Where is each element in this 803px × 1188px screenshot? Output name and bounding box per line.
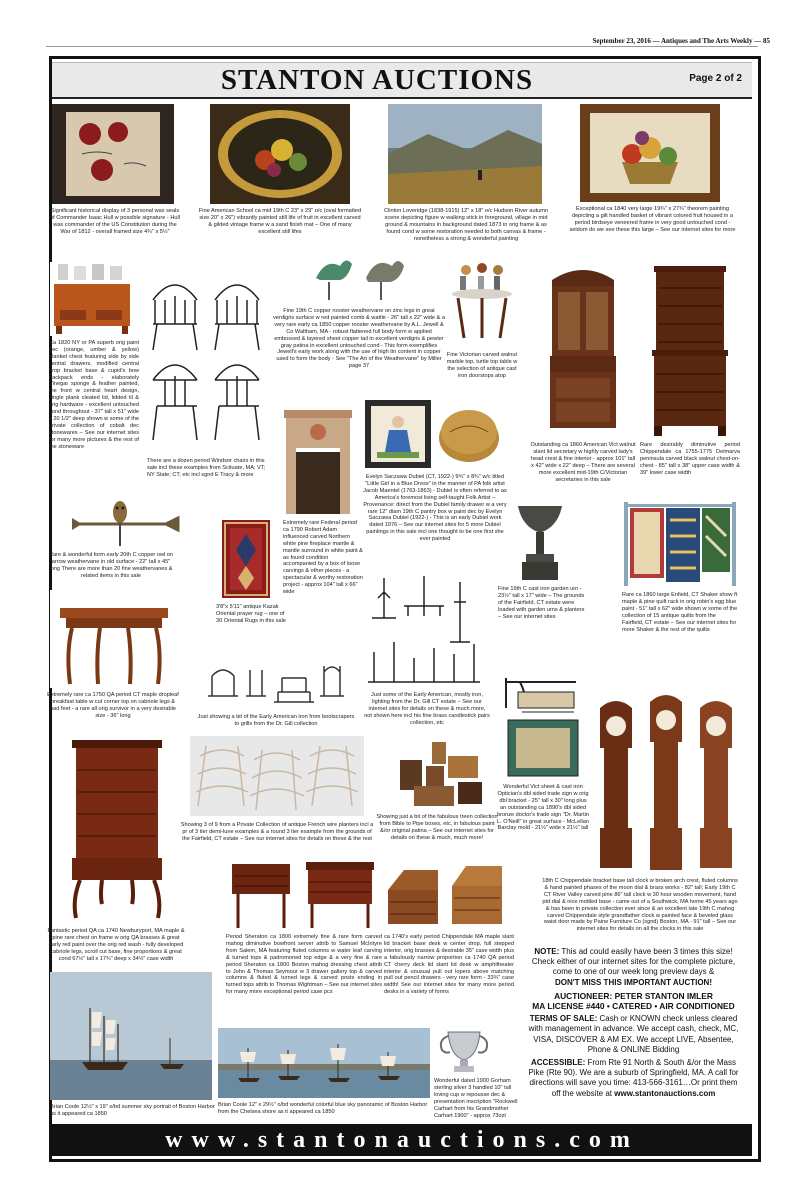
title-bar xyxy=(52,62,752,99)
caption-gorham: Wonderful dated 1900 Gorham sterling silver 3 handled 10" tall loving cup w repousse dec & presentation inscription "Rockwell Carhart from his Grandmother Carhart 1900" - approx 73ozt xyxy=(434,1078,518,1119)
caption-plant-stands: Showing 3 of 9 from a Private Collection of antique French wire planters incl a pr of 3 tier demi-lune examples & a round 3 tier example from the grounds of the Fairfield, CT estate – See our internet sites for details on these & the rest xyxy=(180,822,374,842)
license-text: MA LICENSE #440 • CATERED • AIR CONDITIONED xyxy=(532,1001,735,1012)
auctioneer-text: AUCTIONEER: PETER STANTON IMLER xyxy=(554,990,713,1001)
caption-dropleaf: Extremely rare ca 1750 QA period CT maple dropleaf breakfast table w cut corner top on cabriole legs & pad feet - a rare all orig survivor in a very desirable size - 36" long xyxy=(47,692,179,719)
caption-coole-1: Brian Coole 12½" x 19" o/bd summer sky portrait of Boston Harbor as it appeared ca 1850 xyxy=(50,1104,215,1117)
footer-website-banner[interactable]: www.stantonauctions.com xyxy=(52,1124,752,1156)
rooster-weathervanes-photo xyxy=(306,248,412,302)
slant-desks-photo xyxy=(384,860,508,930)
kazak-rug-photo xyxy=(222,520,270,598)
caption-treen: Showing just a bit of the fabulous treen collection from Bible to Pipe boxes, etc, in fabulous paint &/or original patina – See our internet sites for details on these & much, much more! xyxy=(376,814,498,841)
quilt-rack-photo xyxy=(620,500,740,586)
caption-kazak: 3'8"x 5'11" antique Kazak Oriental prayer rug – one of 30 Oriental Rugs in this sale xyxy=(216,604,286,624)
victorian-table-photo xyxy=(448,262,516,348)
caption-theorem: Exceptional ca 1840 very large 19¾" x 27¾" theorem painting depicting a gilt handled basket of vibrant colored fruit housed in a period birdseye veneered frame in very good untouched cond - seldom do we see these this large – See our internet sites for more xyxy=(569,206,736,233)
caption-quilt: Rare ca 1860 large Enfield, CT Shaker show ft maple & pine quilt rack in orig robin's egg blue paint - 51" tall x 62" wide shown w some of the collection of 15 antique quilts from the Fairfield, CT estate – See our internet sites for more Shaker & the rest of the quilts xyxy=(622,592,738,633)
secretary-photo xyxy=(542,262,624,436)
windsor-chairs-photo xyxy=(145,260,269,450)
caption-wax-seals: Significant historical display of 3 personal wax seals of Commander Isaac Hull w possible signature - Hull was commander of the US Constitution during the War of 1812 - overall framed size 4¾" x 5½" xyxy=(50,208,180,235)
caption-coole-2: Brian Coole 12" x 29½" o/bd wonderful colorful blue sky panoramic of Boston Harbor from the Chelsea shore as it appeared ca 1850 xyxy=(218,1102,428,1115)
coole-harbor-panorama-photo xyxy=(218,1028,430,1098)
caption-optician: Wonderful Vict sheet & cast iron Optician's dbl sided trade sign w orig dbl bracket - 25" tall x 30" long plus an outstanding ca 1890's dbl sided bronze doctor's trade sign "Dr. Martin L. O'Neill" in great surface - McLellan Barclay mold - 21½" wide x 21½" tall xyxy=(497,784,589,832)
chest-on-chest-photo xyxy=(644,262,736,438)
mantle-photo xyxy=(280,406,356,516)
treen-photo xyxy=(392,736,488,810)
access-text: From Rte 91 North & South &/or the Mass Pike (Rte 90). We are a suburb of Springfield, MA. A call for directions will save you time: 413-566-3161…Or print them off the website at xyxy=(528,1058,739,1098)
optician-sign-photo xyxy=(500,674,584,780)
note-label: NOTE: xyxy=(534,947,560,956)
caption-slant-desk: ca 1740's early period Chippendale MA maple slant lid bracket base desk w center drop, full stepped interior, orig brasses & desirable 35" case width plus a fabulously narrow proportion ca 1740 QA period CT cherry deck lid slant lid desk w amphitheater interior & unusual pull out lopers above matching pull out pencil drawers - very rare form - 33¾" case width! See our internet sites for many more period desks in a variety of forms xyxy=(384,934,514,996)
caption-loveridge: Clinton Loveridge (1838-1915) 12" x 18" o/c Hudson River autumn scene depicting figure w walking stick in foreground, village in mid ground & mountains in background dated 1873 in orig frame & as found cond w some restoration needed to both canvas & frame - nonetheless a strong & wonderful painting xyxy=(383,208,549,242)
gorham-cup-photo xyxy=(432,1028,496,1074)
plant-stands-photo xyxy=(190,736,364,816)
pantry-box-photo xyxy=(436,402,502,468)
highboy-photo xyxy=(66,736,168,922)
caption-garden-urn: Fine 19th C cast iron garden urn - 23½" tall x 17" wide – The grounds of the Fairfield, CT estate were loaded with garden urns & planters – See our internet sites xyxy=(498,586,585,620)
note-text: This ad could easily have been 3 times this size! Check either of our internet sites for the complete picture, come to one of our week long preview days & xyxy=(531,947,736,977)
caption-chest-on-chest: Rare desirably diminutive period Chippendale ca 1755-1775 Delmarva peninsula carved black walnut chest-on-chest - 85" tall x 38" upper case width & 39" lower case width xyxy=(640,442,740,476)
caption-owl: Rare & wonderful form early 20th C copper owl on arrow weathervane in old surface - 22" tall x 45" long There are more than 20 fine weathervanes & related items in this sale xyxy=(48,552,174,579)
wax-seals-photo xyxy=(52,104,174,204)
caption-sheraton: Period Sheraton ca 1800 extremely fine & rare form carved mahog diminutive bowfront server attrib to Samuel McIntyre from Salem, MA featuring fluted columns w water leaf carving & turned tops & padromoned top edge & a very fine & rare period Sheraton ca 1800 Boston mahog dressing chest attrib to John & Thomas Seymour w 3 drawer gallery top & carved columns & fluted & turned legs & carved posts ending in turned tops attrib to Thomas Wightman – See our internet sites for many more exceptional period case pcs xyxy=(226,934,382,996)
coole-harbor-portrait-photo xyxy=(50,972,212,1100)
caption-windsor: There are a dozen period Windsor chairs in this sale incl these examples from Scituate, MA; VT; NY State; CT; etc incl sgnd E Tracy & more xyxy=(147,458,266,478)
page-number: Page 2 of 2 xyxy=(689,73,742,84)
blanket-chest-photo xyxy=(50,262,134,336)
terms-label: TERMS OF SALE: xyxy=(529,1014,598,1024)
terms-text: Cash or KNOWN check unless cleared with management in advance. We accept cash, check, MC, VISA, DISCOVER & AM EX. We accept LIVE, Absentee, Phone & ONLINE Bidding xyxy=(528,1014,739,1054)
running-head: September 23, 2016 — Antiques and The Arts Weekly — 85 xyxy=(592,37,770,45)
caption-bootscrapers: Just showing a bit of the Early American iron from bootscrapers to grills from the Dr. Gill collection xyxy=(197,714,355,727)
garden-urn-photo xyxy=(512,500,568,582)
dropleaf-table-photo xyxy=(50,590,178,688)
caption-clocks: 18th C Chippendale bracket base tall clock w broken arch crest, fluted columns & hand painted phases of the moon dial & brass works - 82" tall; Early 19th C CT River Valley carved pine 86" tall clock w 30 hour wooden movement, hand ptd dial & nice mottled base - came out of a Southwick, MA home 45 years ago & has been in private collection ever since & an excellent late 19th C mahog carved Chippendale style grandfather clock w painted face & beveled glass waist door made by Paine Furniture Co (sgnd) Boston, MA - 91" tall – See our internet sites for details on all the clocks in this sale xyxy=(542,878,738,933)
caption-rooster: Fine 19th C copper rooster weathervane on zinc legs in great verdigris surface w red painted comb & wattle - 26" tall x 22" wide & a very rare early ca 1850 copper rooster weathervane by A.L. Jewell & Co Waltham, MA - robust flattened full body form w applied embossed & layered sheet copper tail in excellent verdigris & pewter gray patina in excellent untouched cond - This form exemplifies Jewell's early work along with the use of high tin content in copper used to form the body - See "The Art of the Weathervane" by Miller page 37 xyxy=(273,308,445,370)
notice-website-link[interactable]: www.stantonauctions.com xyxy=(614,1088,716,1098)
clocks-photo xyxy=(594,688,740,874)
caption-still-life: Fine American School ca mid 19th C 23" x 29" o/c (oval formatted size 20" x 26") vibrantly painted still life of fruit in excellent carved & gilded vintage frame w a sand finish mat – One of many excellent still lifes xyxy=(198,208,362,235)
page-title: STANTON AUCTIONS xyxy=(220,64,534,96)
notice-box xyxy=(527,947,740,1117)
header-rule xyxy=(46,46,758,47)
caption-iron-lighting: Just some of the Early American, mostly iron, lighting from the Dr. Gill CT estate – See our internet sites for details on these & much more, not shown here incl his fine brass candlestick pairs collection, etc xyxy=(364,692,490,726)
caption-highboy: Fantastic period QA ca 1740 Newburyport, MA maple & pine rare chest on frame w orig QA brasses & great early red paint over the orig red wash - fully developed cabriole legs, scroll cut base, fine proportions & great cond 67½" tall x 17¾" deep x 34½" case width xyxy=(47,928,185,962)
caption-saczawa: Evelyn Saczawa Dubiel (CT, 1922-) 9¾" x 8¾" w/c titled "Little Girl in a Blue Dress" in the manner of PA folk artist Jacob Maentel (1763-1863) - Dubiel is often referred to as America's foremost living self-taught Folk Artist – Provenance: direct from the Dubiel family drawer w a very rare 12" diam 19th C pantry box w paint dec by Evelyn Saczawa Dubiel (1922-) - This is an early Dubiel work dated 1976 – See our internet sites for 5 more Dubiel paintings in this sale incl one thought to be one first she ever painted xyxy=(363,474,507,543)
caption-blanket-chest: Ca 1820 NY or PA superb orig paint dec (orange, umber & yellow) blanket chest featuring side by side central drawers, modified central drop bracket base & cupid's bow backpack ends - elaborately Vinegar sponge & feather painted, the front w central heart design, single plank cleated lid, lidded til & orig hardware - excellent untouched cond throughout - 37" tall x 51" wide x 20 1/2" deep shown w some of the private collection of cobalt dec stonewares – See our internet sites for many more pictures & the rest of the stoneware xyxy=(49,340,139,450)
bootscrapers-photo xyxy=(202,646,350,710)
iron-lighting-photo xyxy=(364,572,484,688)
owl-weathervane-photo xyxy=(70,500,180,548)
saczawa-painting-photo xyxy=(365,400,431,468)
dont-miss-text: DON'T MISS THIS IMPORTANT AUCTION! xyxy=(554,977,712,987)
theorem-photo xyxy=(580,104,720,202)
caption-victorian-table: Fine Victorian carved walnut marble top, turtle top table w the selection of antique cast iron doorstops atop xyxy=(446,352,518,379)
caption-secretary: Outstanding ca 1860 American Vict walnut slant lid secretary w highly carved lady's head crest & fine interior - approx 101" tall x 42" wide x 22" deep – There are several more excellent mid-19th C/Victorian secretaries in this sale xyxy=(530,442,636,483)
access-label: ACCESSIBLE: xyxy=(531,1058,586,1068)
sheraton-pieces-photo xyxy=(228,860,378,930)
loveridge-painting-photo xyxy=(388,104,542,204)
caption-mantle: Extremely rare Federal period ca 1790 Robert Adam influenced carved Northern white pine fireplace mantle & mantle surround in white paint & as found condition accompanied by a box of loose carvings & other pieces - a spectacular & worthy restoration project - approx 104" tall x 66" wide xyxy=(283,520,363,596)
still-life-photo xyxy=(210,104,350,204)
